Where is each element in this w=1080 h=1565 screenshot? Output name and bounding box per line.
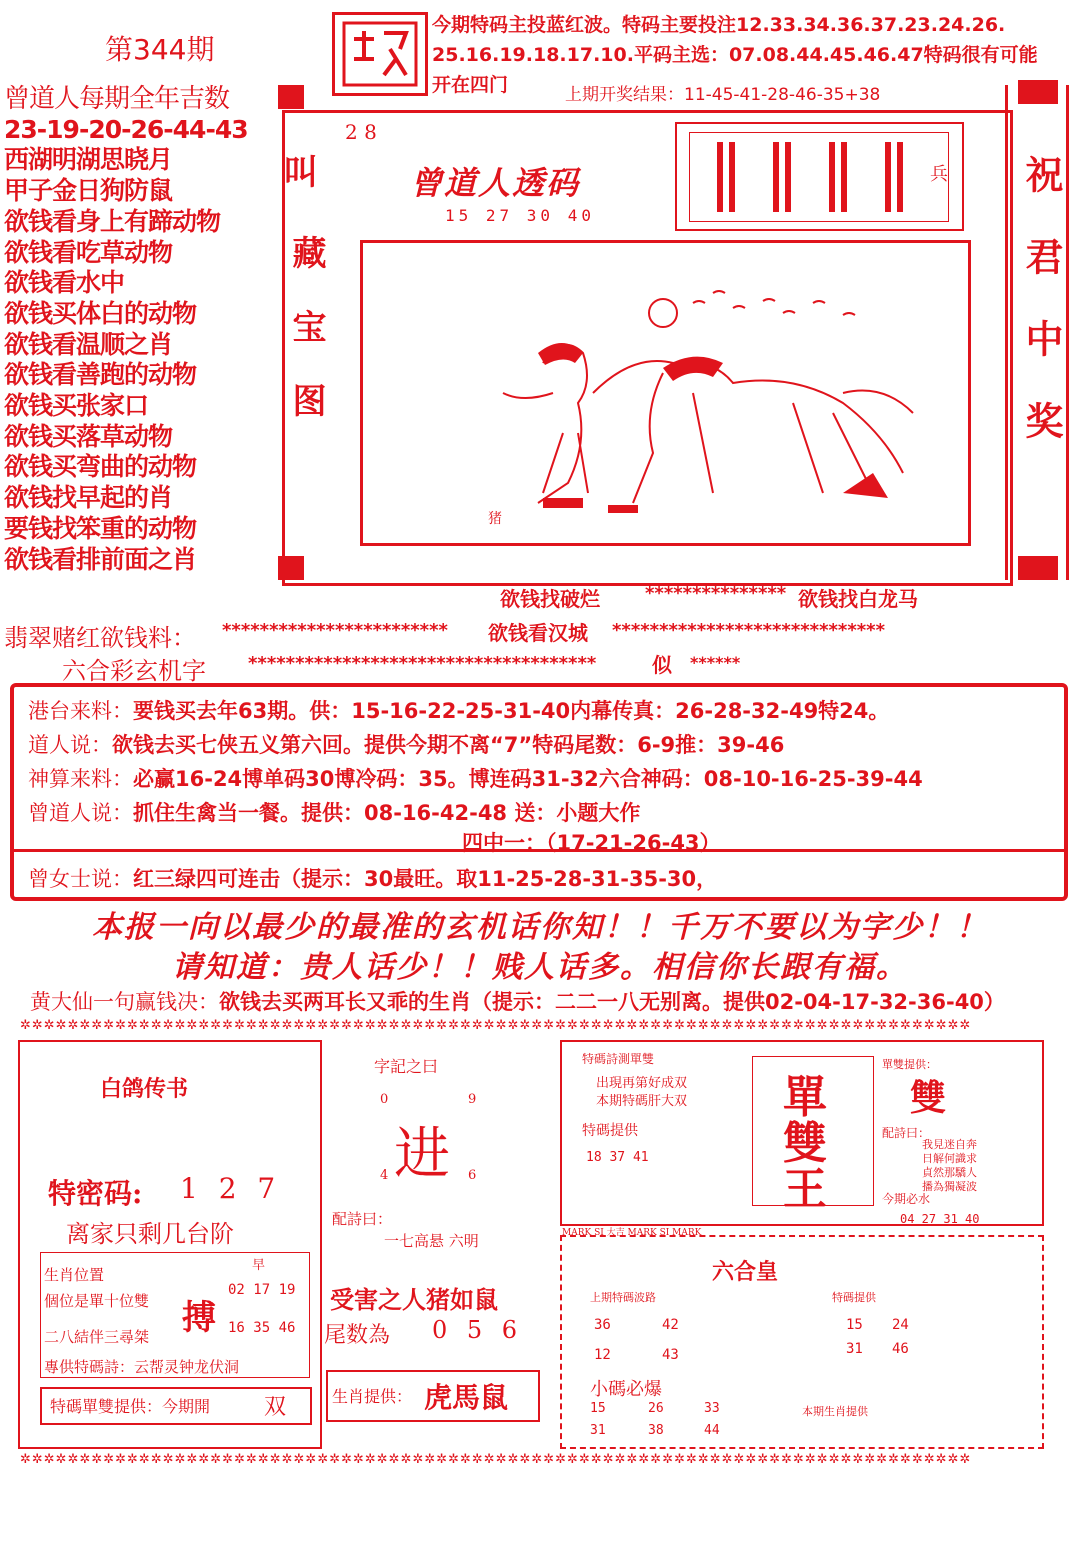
br-tm2-num: 15	[846, 1317, 863, 1333]
star-border-bottom: ✲✲✲✲✲✲✲✲✲✲✲✲✲✲✲✲✲✲✲✲✲✲✲✲✲✲✲✲✲✲✲✲✲✲✲✲✲✲✲✲✲✲✲✲✲✲✲✲✲✲✲✲✲✲✲✲✲✲✲✲✲✲✲✲✲✲✲✲✲✲✲✲✲✲✲✲✲✲✲✲	[20, 1452, 972, 1466]
br-jq: 今期必水	[882, 1192, 931, 1206]
br-tm-vals: 18 37 41	[586, 1150, 649, 1165]
man-horse-illustration	[363, 243, 963, 539]
br-tm2-label: 特碼提供	[832, 1291, 876, 1304]
bottom-right-lower-panel	[560, 1228, 1044, 1449]
bm-header: 字記之曰	[374, 1057, 439, 1076]
left-line: 甲子金日狗防鼠	[4, 176, 173, 206]
poster-top-num: 2 8	[345, 120, 377, 144]
br-strip: MARK SI 大吉 MARK SI MARK	[562, 1228, 702, 1238]
br-last-num: 42	[662, 1317, 679, 1333]
bm-tail-label: 尾数為	[324, 1323, 391, 1348]
br-small-num: 33	[704, 1401, 720, 1416]
bm-n4: 4	[380, 1168, 389, 1183]
bm-tail-val: 0 5 6	[432, 1316, 524, 1344]
br-big3: 王	[783, 1164, 827, 1215]
huang-text: 欲钱去买两耳长又乖的生肖（提示：二二一八无别离。提供02-04-17-32-36-40）	[219, 990, 1005, 1014]
bl-big: 搏	[182, 1298, 216, 1338]
slogan-2: 请知道：贵人话少！！贱人话多。相信你长跟有福。	[172, 950, 908, 985]
br-big-box	[752, 1056, 874, 1215]
left-line: 欲钱买弯曲的动物	[4, 452, 197, 482]
bl-pos-label: 生肖位置	[44, 1266, 105, 1284]
br-animal-label: 本期生肖提供	[802, 1405, 868, 1418]
left-line: 欲钱买张家口	[4, 391, 149, 421]
bm-sx-val: 虎馬鼠	[424, 1381, 509, 1414]
br-big2: 雙	[783, 1118, 827, 1169]
bottom-right-top-panel	[560, 1040, 1044, 1226]
seal-stamp-icon	[332, 12, 428, 96]
bm-hint: 受害之人猪如鼠	[330, 1285, 498, 1314]
br-poem: 我見迷自奔 日解何識求 貞然那驕人 播為獨凝波	[922, 1138, 977, 1193]
br-poem-label: 配詩曰：	[882, 1126, 931, 1140]
info-row: 曾道人说：抓住生禽当一餐。提供：08-16-42-48 送：小题大作	[28, 801, 641, 825]
br-line: 本期特碼肝大双	[596, 1094, 688, 1109]
bl-dan-val: 双	[264, 1395, 287, 1420]
illustration-box	[360, 240, 971, 546]
bottom-left-panel	[18, 1040, 322, 1449]
pig-label: 猪	[488, 511, 502, 527]
br-head: 特碼詩測單雙	[582, 1052, 655, 1066]
bl-tema-val: 1 2 7	[180, 1172, 282, 1205]
bl-title: 白鸽传书	[100, 1076, 189, 1102]
left-line: 要钱找笨重的动物	[4, 513, 197, 543]
left-column	[4, 84, 279, 575]
left-line: 欲钱看吃草动物	[4, 237, 173, 267]
left-line: 23-19-20-26-44-43	[4, 114, 248, 144]
left-scroll-top: 叫	[284, 153, 318, 193]
br-small-num: 38	[648, 1423, 664, 1438]
br-small-num: 44	[704, 1423, 720, 1438]
left-scroll-chars: 藏宝图	[286, 235, 326, 457]
bl-line1: 离家只剩几台阶	[66, 1220, 234, 1248]
poster-table	[675, 122, 964, 231]
br-tm2-num: 24	[892, 1317, 909, 1333]
mid-d-label: 六合彩玄机字	[62, 657, 206, 685]
left-line: 欲钱看善跑的动物	[4, 360, 197, 390]
info-row: 港台来料：要钱买去年63期。供：15-16-22-25-31-40内幕传真：26-28-32-49特24。	[28, 699, 890, 723]
bl-tema-label: 特密码:	[48, 1177, 143, 1210]
bl-pair: 二八結伴三尋桀	[44, 1328, 150, 1346]
mid-a: 欲钱找破烂	[500, 587, 600, 611]
mid-b: 欲钱找白龙马	[798, 587, 918, 611]
br-jq-nums: 04 27 31 40	[900, 1212, 980, 1226]
info-row: 四中一：（17-21-26-43）	[462, 831, 721, 855]
br-small-num: 26	[648, 1401, 664, 1416]
top-info-line3: 开在四门	[432, 74, 509, 96]
br-last-num: 36	[594, 1317, 611, 1333]
mid-stars-a: ***************	[645, 583, 787, 604]
last-result: 上期开奖结果：11-45-41-28-46-35+38	[565, 85, 881, 105]
br-small-num: 15	[590, 1401, 606, 1416]
left-line: 欲钱买体白的动物	[4, 298, 197, 328]
left-line: 欲钱看温顺之肖	[4, 329, 173, 359]
bl-pos-text: 個位是單十位雙	[44, 1292, 150, 1310]
left-line: 欲钱看身上有蹄动物	[4, 206, 221, 236]
info-row: 曾女士说：红三绿四可连击（提示：30最旺。取11-25-28-31-35-30，	[28, 867, 718, 891]
poster-side-char: 兵	[930, 164, 948, 185]
br-small-label: 小碼必爆	[590, 1379, 662, 1400]
info-divider	[10, 849, 1068, 852]
right-scroll-text: 祝君中奖	[1019, 155, 1063, 483]
top-info-line1: 今期特码主投蓝红波。特码主要投注12.33.34.36.37.23.24.26.	[432, 14, 1006, 36]
info-row: 道人说：欲钱去买七侠五义第六回。提供今期不离“7”特码尾数：6-9推：39-46	[28, 733, 785, 757]
star-border-top: ✲✲✲✲✲✲✲✲✲✲✲✲✲✲✲✲✲✲✲✲✲✲✲✲✲✲✲✲✲✲✲✲✲✲✲✲✲✲✲✲✲✲✲✲✲✲✲✲✲✲✲✲✲✲✲✲✲✲✲✲✲✲✲✲✲✲✲✲✲✲✲✲✲✲✲✲✲✲✲✲	[20, 1018, 972, 1032]
right-scroll	[1005, 85, 1069, 580]
bl-nums2: 16 35 46	[228, 1320, 296, 1336]
bm-poem-label: 配詩曰：	[332, 1210, 393, 1228]
bl-tag: 早	[252, 1258, 266, 1273]
mid-c-stars2: *****************************	[612, 620, 885, 641]
bm-char: 进	[394, 1122, 450, 1187]
br-tm-label: 特碼提供	[582, 1123, 638, 1139]
left-scroll	[276, 85, 326, 580]
bm-sx-label: 生肖提供：	[332, 1387, 413, 1406]
bottom-middle-panel	[322, 1040, 547, 1445]
br-last-label: 上期特碼波路	[590, 1291, 656, 1304]
mid-d-stars2: ******	[690, 653, 741, 672]
mid-c-text: 欲钱看汉城	[488, 621, 588, 645]
poster-numbers: 15 27 30 40	[445, 206, 595, 225]
left-line: 欲钱看排前面之肖	[4, 544, 197, 574]
huang-line	[30, 986, 1005, 1016]
br-line: 出現再第好成双	[596, 1076, 688, 1091]
issue-number: 第344期	[105, 33, 215, 66]
br-big1: 單	[783, 1072, 827, 1123]
br-tm2-num: 31	[846, 1341, 863, 1357]
bm-n0: 0	[380, 1092, 389, 1107]
slogan-1: 本报一向以最少的最准的玄机话你知！！千万不要以为字少！！	[92, 910, 988, 945]
br-tm2-num: 46	[892, 1341, 909, 1357]
info-row: 神算来料：必赢16-24博单码30博冷码：35。博连码31-32六合神码：08-10-16-25-39-44	[28, 767, 923, 791]
br-side-head: 單雙提供：	[882, 1058, 937, 1071]
bm-n9: 9	[468, 1092, 477, 1107]
left-line: 欲钱找早起的肖	[4, 483, 173, 513]
bm-n6: 6	[468, 1168, 477, 1183]
mid-c-stars: ************************	[222, 620, 448, 641]
bl-nums1: 02 17 19	[228, 1282, 296, 1298]
br-last-num: 43	[662, 1347, 679, 1363]
br-side-big: 雙	[910, 1077, 947, 1119]
bm-poem: 一七高悬 六明	[384, 1232, 479, 1250]
br-lhh: 六合皇	[712, 1259, 779, 1285]
poster-title: 曾道人透码	[410, 164, 581, 202]
mid-d-text: 似	[652, 653, 672, 677]
mid-d-stars: *************************************	[248, 653, 597, 674]
info-box	[10, 683, 1068, 901]
left-title: 曾道人每期全年吉数	[4, 84, 230, 114]
br-small-num: 31	[590, 1423, 606, 1438]
br-last-num: 12	[594, 1347, 611, 1363]
left-line: 欲钱看水中	[4, 268, 125, 298]
bl-poem: 專供特碼詩：云帮灵钟龙伏洞	[44, 1358, 240, 1376]
left-line: 西湖明湖思晓月	[4, 145, 173, 175]
bl-dan-label: 特碼單雙提供：今期開	[50, 1397, 211, 1416]
huang-label: 黄大仙一句赢钱决：	[30, 990, 219, 1014]
top-info-line2: 25.16.19.18.17.10.平码主选：07.08.44.45.46.47特码很有可能	[432, 44, 1038, 66]
mid-c-label: 翡翠赌红欲钱料：	[4, 624, 196, 652]
left-line: 欲钱买落草动物	[4, 421, 173, 451]
